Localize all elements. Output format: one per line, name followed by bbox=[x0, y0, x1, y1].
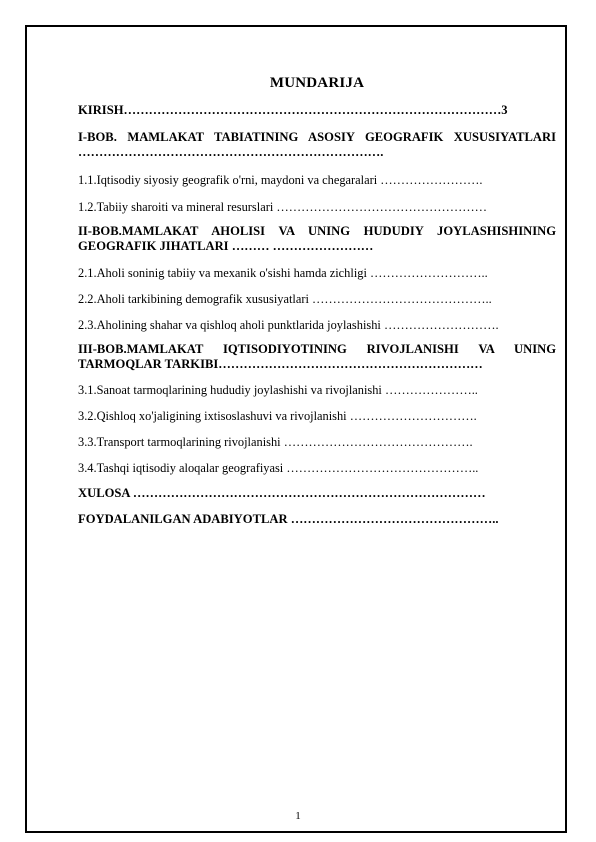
toc-entry-section-1-2: 1.2.Tabiiy sharoiti va mineral resurslari …………………………………………… bbox=[78, 200, 487, 214]
toc-entry-section-2-2: 2.2.Aholi tarkibining demografik xususiyatlari …………………………………….. bbox=[78, 292, 492, 306]
toc-entry-section-2-1: 2.1.Aholi soninig tabiiy va mexanik o'sishi hamda zichligi ……………………….. bbox=[78, 266, 488, 280]
toc-entry-section-1-1: 1.1.Iqtisodiy siyosiy geografik o'rni, maydoni va chegaralari ……………………. bbox=[78, 173, 483, 187]
toc-entry-chapter-1: I-BOB. MAMLAKAT TABIATINING ASOSIY GEOGRAFIK XUSUSIYATLARI ………………………………………………………………. bbox=[78, 130, 556, 159]
toc-entry-kirish: KIRISH………………………………………………………………………………3 bbox=[78, 103, 508, 117]
toc-entry-chapter-2: II-BOB.MAMLAKAT AHOLISI VA UNING HUDUDIY JOYLASHISHINING GEOGRAFIK JIHATLARI ……… …………………… bbox=[78, 224, 556, 253]
toc-entry-section-3-4: 3.4.Tashqi iqtisodiy aloqalar geografiyasi ……………………………………….. bbox=[78, 461, 479, 475]
toc-entry-adabiyotlar: FOYDALANILGAN ADABIYOTLAR ………………………………………….. bbox=[78, 512, 499, 526]
page-number: 1 bbox=[295, 810, 301, 822]
toc-entry-chapter-3: III-BOB.MAMLAKAT IQTISODIYOTINING RIVOJLANISHI VA UNING TARMOQLAR TARKIBI……………………………………………………… bbox=[78, 342, 556, 371]
toc-entry-section-3-1: 3.1.Sanoat tarmoqlarining hududiy joylashishi va rivojlanishi ………………….. bbox=[78, 383, 478, 397]
page-title: MUNDARIJA bbox=[269, 75, 365, 91]
toc-entry-section-2-3: 2.3.Aholining shahar va qishloq aholi punktlarida joylashishi ………………………. bbox=[78, 318, 499, 332]
toc-entry-section-3-2: 3.2.Qishloq xo'jaligining ixtisoslashuvi va rivojlanishi …………………………. bbox=[78, 409, 477, 423]
toc-entry-xulosa: XULOSA ………………………………………………………………………… bbox=[78, 486, 486, 500]
toc-entry-section-3-3: 3.3.Transport tarmoqlarining rivojlanishi ………………………………………. bbox=[78, 435, 473, 449]
